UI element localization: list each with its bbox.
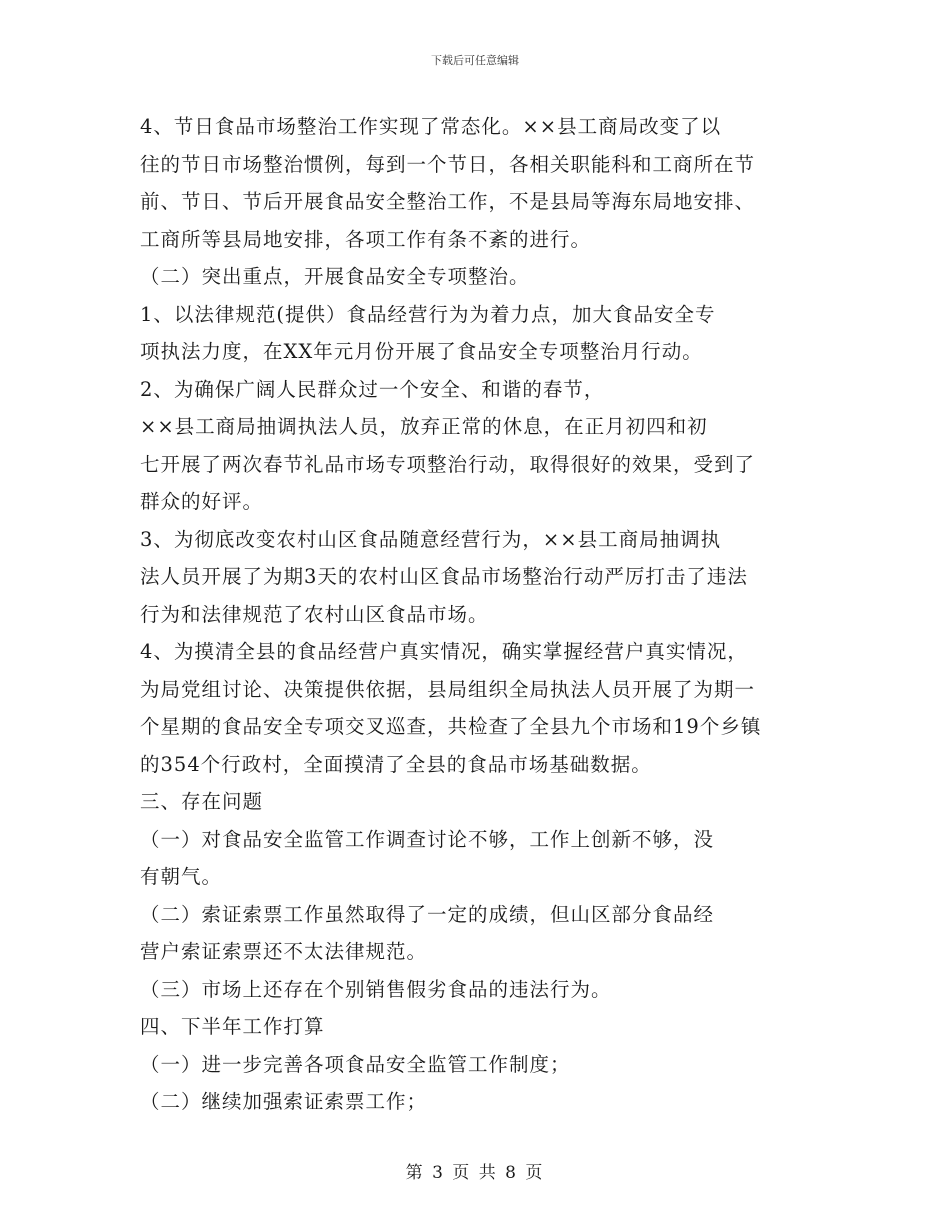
text-line: 工商所等县局地安排，各项工作有条不紊的进行。: [140, 227, 592, 251]
text-line: 项执法力度，在XX年元月份开展了食品安全专项整治月行动。: [140, 340, 703, 363]
section-heading: 三、存在问题: [140, 790, 264, 813]
text-line: 个星期的食品安全专项交叉巡查，共检查了全县九个市场和19个乡镇: [140, 715, 762, 738]
text-line: 为局党组讨论、决策提供依据，县局组织全局执法人员开展了为期一: [140, 677, 756, 701]
text-line: 的354个行政村，全面摸清了全县的食品市场基础数据。: [140, 752, 652, 776]
text-line: 营户索证索票还不太法律规范。: [140, 940, 428, 963]
text-line: 4、节日食品市场整治工作实现了常态化。××县工商局改变了以: [140, 115, 722, 138]
text-line: （二）索证索票工作虽然取得了一定的成绩，但山区部分食品经: [140, 902, 715, 926]
text-line: （二）突出重点，开展食品安全专项整治。: [140, 265, 530, 288]
text-line: 1、以法律规范(提供）食品经营行为为着力点，加大食品安全专: [140, 302, 716, 326]
document-body: [140, 108, 830, 1121]
text-line: （一）对食品安全监管工作调查讨论不够，工作上创新不够，没: [140, 827, 715, 851]
text-line: ××县工商局抽调执法人员，放弃正常的休息，在正月初四和初: [140, 415, 708, 438]
text-line: 七开展了两次春节礼品市场专项整治行动，取得很好的效果，受到了: [140, 452, 756, 476]
text-line: （一）进一步完善各项食品安全监管工作制度；: [140, 1052, 571, 1076]
page-header: 下载后可任意编辑: [431, 54, 519, 67]
text-line: 有朝气。: [140, 865, 223, 888]
text-line: 前、节日、节后开展食品安全整治工作，不是县局等海东局地安排、: [140, 190, 756, 213]
text-line: 行为和法律规范了农村山区食品市场。: [140, 602, 489, 626]
text-line: 3、为彻底改变农村山区食品随意经营行为，××县工商局抽调执: [140, 527, 722, 551]
text-line: 2、为确保广阔人民群众过一个安全、和谐的春节，: [140, 377, 605, 401]
text-line: 4、为摸清全县的食品经营户真实情况，确实掌握经营户真实情况，: [140, 640, 748, 663]
text-line: （二）继续加强索证索票工作；: [140, 1090, 428, 1113]
text-line: 法人员开展了为期3天的农村山区食品市场整治行动严厉打击了违法: [140, 565, 748, 588]
text-line: 群众的好评。: [140, 490, 264, 513]
page-footer: 第 3 页 共 8 页: [405, 1163, 545, 1183]
text-line: 往的节日市场整治惯例，每到一个节日，各相关职能科和工商所在节: [140, 152, 756, 176]
text-line: （三）市场上还存在个别销售假劣食品的违法行为。: [140, 977, 612, 1001]
section-heading: 四、下半年工作打算: [140, 1015, 325, 1038]
